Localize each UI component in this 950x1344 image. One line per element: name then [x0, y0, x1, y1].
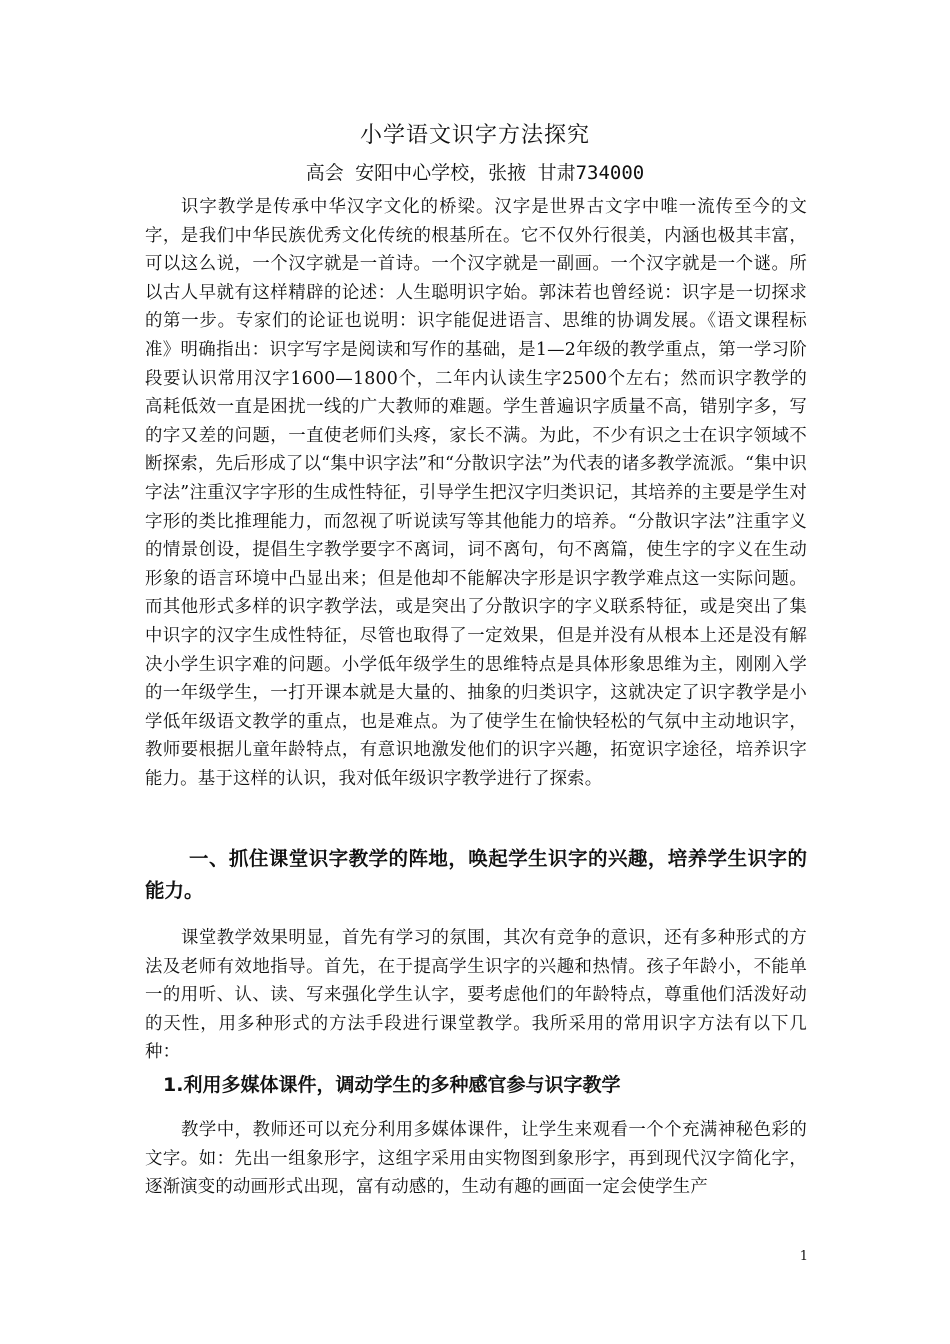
- author-byline: 高会 安阳中心学校，张掖 甘肃734000: [305, 162, 645, 184]
- body-paragraph-classroom: 课堂教学效果明显，首先有学习的氛围，其次有竞争的意识，还有多种形式的方法及老师有效地指导。首先，在于提高学生识字的兴趣和热情。孩子年龄小，不能单一的用听、认、读、写来强化学生认字，要考虑他们的年龄特点，尊重他们活泼好动的天性，用多种形式的方法手段进行课堂教学。我所采用的常用识字方法有以下几种：: [145, 928, 807, 1063]
- document-title: 小学语文识字方法探究: [359, 123, 590, 148]
- body-paragraph-intro: 识字教学是传承中华汉字文化的桥梁。汉字是世界古文字中唯一流传至今的文字，是我们中华民族优秀文化传统的根基所在。它不仅外行很美，内涵也极其丰富，可以这么说，一个汉字就是一首诗。一个汉字就是一副画。一个汉字就是一个谜。所以古人早就有这样精辟的论述：人生聪明识字始。郭沫若也曾经说：识字是一切探求的第一步。专家们的论证也说明：识字能促进语言、思维的协调发展。《语文课程标准》明确指出：识字写字是阅读和写作的基础，是1—2年级的教学重点，第一学习阶段要认识常用汉字1600—1800个，二年内认读生字2500个左右；然而识字教学的高耗低效一直是困扰一线的广大教师的难题。学生普遍识字质量不高，错别字多，写的字又差的问题，一直使老师们头疼，家长不满。为此，不少有识之士在识字领域不断探索，先后形成了以“集中识字法”和“分散识字法”为代表的诸多教学流派。“集中识字法”注重汉字字形的生成性特征，引导学生把汉字归类识记，其培养的主要是学生对字形的类比推理能力，而忽视了听说读写等其他能力的培养。“分散识字法”注重字义的情景创设，提倡生字教学要字不离词，词不离句，句不离篇，使生字的字义在生动形象的语言环境中凸显出来；但是他却不能解决字形是识字教学难点这一实际问题。而其他形式多样的识字教学法，或是突出了分散识字的字义联系特征，或是突出了集中识字的汉字生成性特征，尽管也取得了一定效果，但是并没有从根本上还是没有解决小学生识字难的问题。小学低年级学生的思维特点是具体形象思维为主，刚刚入学的一年级学生，一打开课本就是大量的、抽象的归类识字，这就决定了识字教学是小学低年级语文教学的重点，也是难点。为了使学生在愉快轻松的气氛中主动地识字，教师要根据儿童年龄特点，有意识地激发他们的识字兴趣，拓宽识字途径，培养识字能力。基于这样的认识，我对低年级识字教学进行了探索。: [145, 197, 807, 789]
- subsection-heading-1: 1.利用多媒体课件，调动学生的多种感官参与识字教学: [163, 1074, 621, 1096]
- section-heading-1: 一、抓住课堂识字教学的阵地，唤起学生识字的兴趣，培养学生识字的能力。: [145, 847, 807, 902]
- page-number: 1: [799, 1249, 808, 1264]
- body-paragraph-multimedia: 教学中，教师还可以充分利用多媒体课件，让学生来观看一个个充满神秘色彩的文字。如：先出一组象形字，这组字采用由实物图到象形字，再到现代汉字简化字，逐渐演变的动画形式出现，富有动感的，生动有趣的画面一定会使学生产: [145, 1120, 807, 1198]
